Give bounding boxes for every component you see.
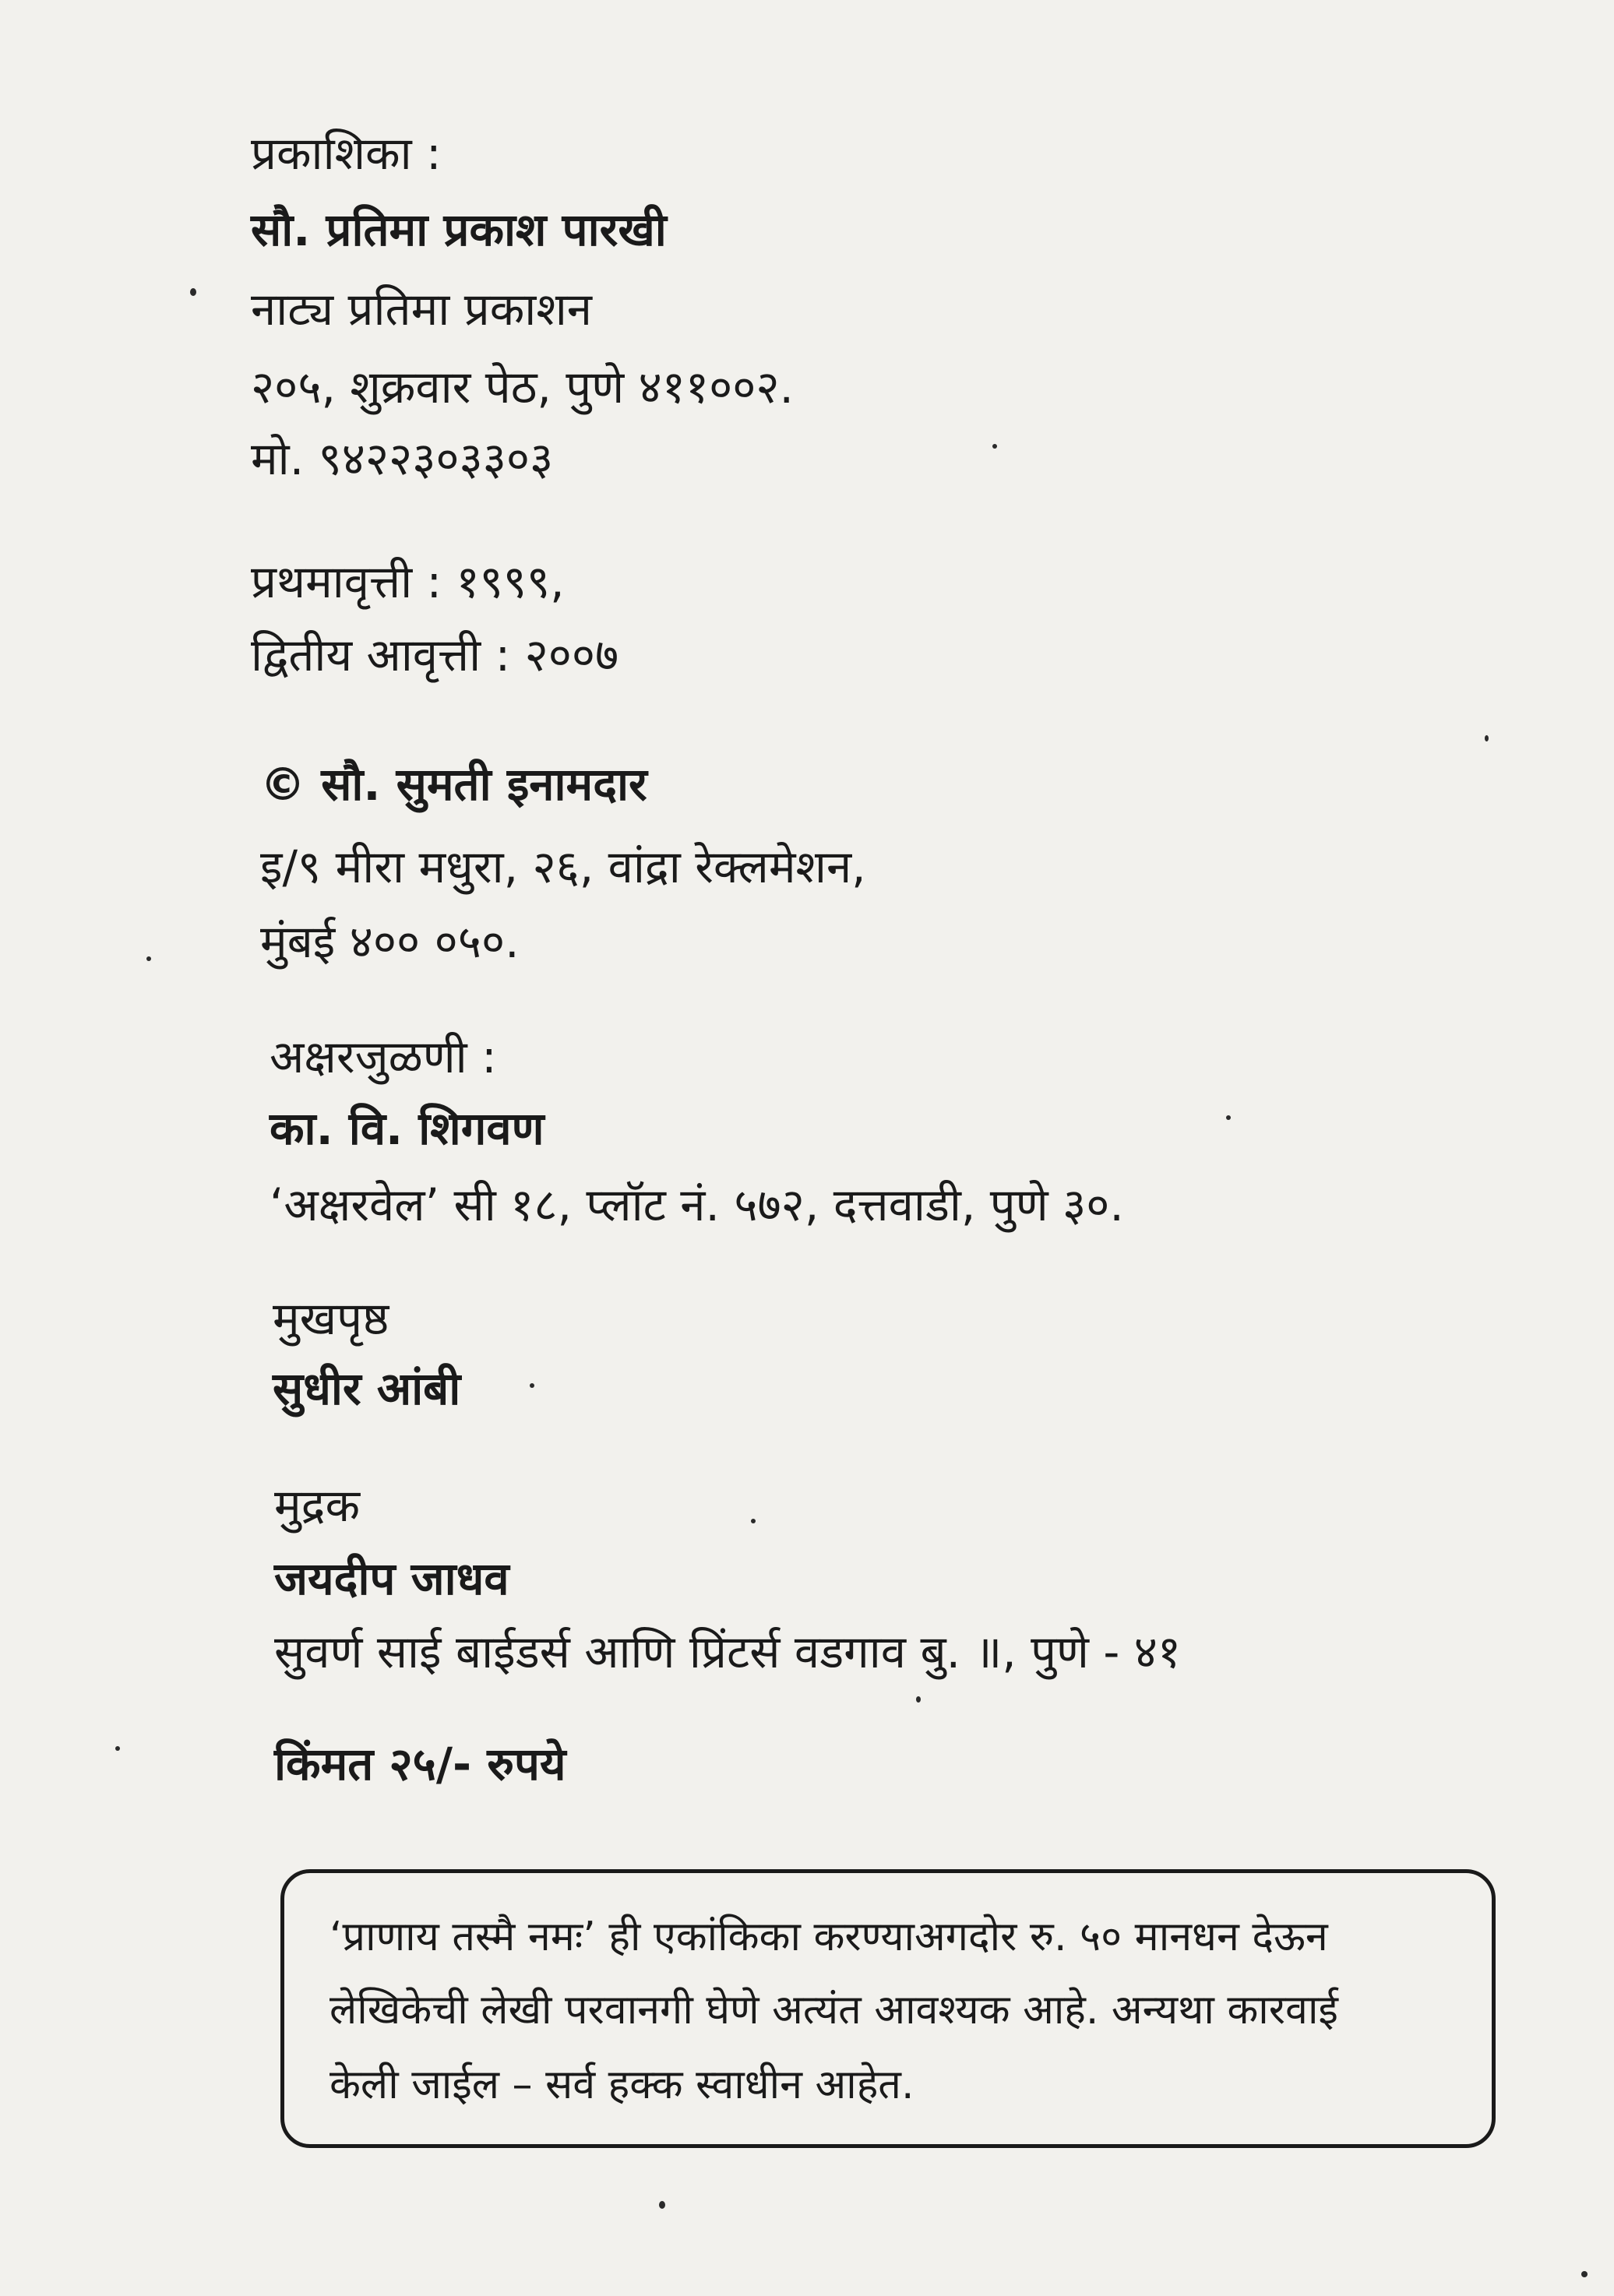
price: किंमत २५/- रुपये xyxy=(274,1738,566,1791)
copyright-holder: © सौ. सुमती इनामदार xyxy=(260,758,647,811)
notice-line-2: लेखिकेची लेखी परवानगी घेणे अत्यंत आवश्यक आहे. अन्यथा कारवाई xyxy=(329,1987,1338,2034)
typesetting-address: ‘अक्षरवेल’ सी १८, प्लॉट नं. ५७२, दत्तवाडी, पुणे ३०. xyxy=(270,1178,1124,1231)
typesetting-label: अक्षरजुळणी : xyxy=(270,1030,497,1083)
printer-label: मुद्रक xyxy=(274,1479,361,1532)
print-speck xyxy=(190,288,196,296)
publisher-label: प्रकाशिका : xyxy=(251,127,442,180)
printer-name: जयदीप जाधव xyxy=(274,1552,509,1605)
publisher-org: नाट्य प्रतिमा प्रकाशन xyxy=(251,283,592,336)
print-speck xyxy=(1226,1115,1231,1120)
print-speck xyxy=(659,2201,665,2209)
permission-notice-box xyxy=(280,1869,1496,2148)
print-speck xyxy=(1581,2271,1588,2277)
print-speck xyxy=(751,1519,756,1523)
cover-artist-name: सुधीर आंबी xyxy=(273,1362,461,1415)
print-speck xyxy=(146,956,151,961)
print-speck xyxy=(992,444,997,449)
copyright-address-line2: मुंबई ४०० ०५०. xyxy=(260,915,520,968)
first-edition: प्रथमावृत्ती : १९९९, xyxy=(251,555,565,608)
cover-label: मुखपृष्ठ xyxy=(273,1292,389,1345)
notice-line-3: केली जाईल – सर्व हक्क स्वाधीन आहेत. xyxy=(329,2062,914,2108)
second-edition: द्वितीय आवृत्ती : २००७ xyxy=(251,629,619,681)
print-speck xyxy=(916,1696,921,1703)
print-speck xyxy=(115,1746,120,1751)
publisher-mobile: मो. ९४२२३०३३०३ xyxy=(251,432,554,485)
notice-line-1: ‘प्राणाय तस्मै नमः’ ही एकांकिका करण्याअगदोर रु. ५० मानधन देऊन xyxy=(329,1914,1328,1960)
copyright-address-line1: इ/९ मीरा मधुरा, २६, वांद्रा रेक्लमेशन, xyxy=(260,840,866,893)
printer-address: सुवर्ण साई बाईडर्स आणि प्रिंटर्स वडगाव बु. ॥, पुणे - ४१ xyxy=(274,1625,1182,1678)
typesetting-name: का. वि. शिगवण xyxy=(270,1102,544,1155)
print-speck xyxy=(530,1383,534,1388)
publisher-name: सौ. प्रतिमा प्रकाश पारखी xyxy=(251,203,667,256)
publisher-address: २०५, शुक्रवार पेठ, पुणे ४११००२. xyxy=(251,361,794,414)
print-speck xyxy=(1485,735,1489,741)
